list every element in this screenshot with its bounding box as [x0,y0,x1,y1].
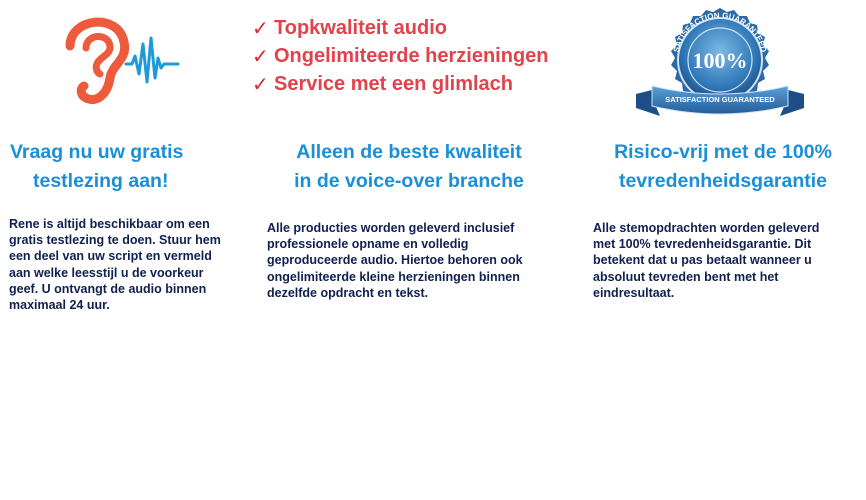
checklist-item-label: Service met een glimlach [274,72,514,95]
body-line: Alle stemopdrachten worden geleverd [593,221,820,235]
section-title [588,138,858,196]
body-line: dezelfde opdracht en tekst. [267,285,429,300]
checklist-item [252,14,549,42]
svg-text:100%: 100% [692,48,748,73]
satisfaction-guaranteed-seal-icon [630,2,810,134]
body-line: aan welke leesstijl u de voorkeur [9,265,204,280]
section-body [264,220,554,301]
body-line: absoluut tevreden bent met het [593,269,779,284]
body-line: Alle producties worden geleverd inclusief [267,221,515,235]
section-title [264,138,554,196]
body-line: geef. U ontvangt de audio binnen [9,281,207,296]
check-icon: ✓ [252,44,269,68]
section-title [6,138,246,196]
check-icon: ✓ [252,16,269,40]
body-line: geproduceerde audio. Hiertoe behoren ook [267,253,523,268]
section-title-line: in de voice-over branche [294,170,524,192]
body-line: gratis testlezing te doen. Stuur hem [9,233,221,248]
section-body [6,216,246,313]
checklist-item-label: Ongelimiteerde herzieningen [274,44,549,67]
best-quality-section [264,138,554,301]
section-body [588,220,858,301]
ear-soundwave-icon [40,8,190,108]
body-line: eindresultaat. [593,285,675,300]
risk-free-guarantee-section [588,138,858,301]
check-icon: ✓ [252,72,269,96]
section-title-line: Risico-vrij met de 100% [614,141,832,163]
checklist-item [252,70,549,98]
section-title-line: tevredenheidsgarantie [618,170,828,192]
svg-text:SATISFACTION GUARANTEED: SATISFACTION GUARANTEED [665,95,775,104]
feature-checklist [252,14,549,98]
body-line: een deel van uw script en vermeld [9,249,212,264]
body-line: maximaal 24 uur. [9,298,110,313]
body-line: met 100% tevredenheidsgarantie. Dit [593,237,812,252]
body-line: betekent dat u pas betaalt wanneer u [593,253,812,268]
section-title-line: testlezing aan! [33,170,169,192]
body-line: professionele opname en volledig [267,237,469,252]
checklist-item [252,42,549,70]
section-title-line: Alleen de beste kwaliteit [296,141,522,163]
body-line: ongelimiteerde kleine herzieningen binnen [267,269,520,284]
body-line: Rene is altijd beschikbaar om een [9,217,210,231]
checklist-item-label: Topkwaliteit audio [274,16,447,39]
free-test-reading-section [6,138,246,313]
section-title-line: Vraag nu uw gratis [10,141,184,163]
svg-text:SATISFACTION GUARANTEED: SATISFACTION GUARANTEED [671,10,769,54]
